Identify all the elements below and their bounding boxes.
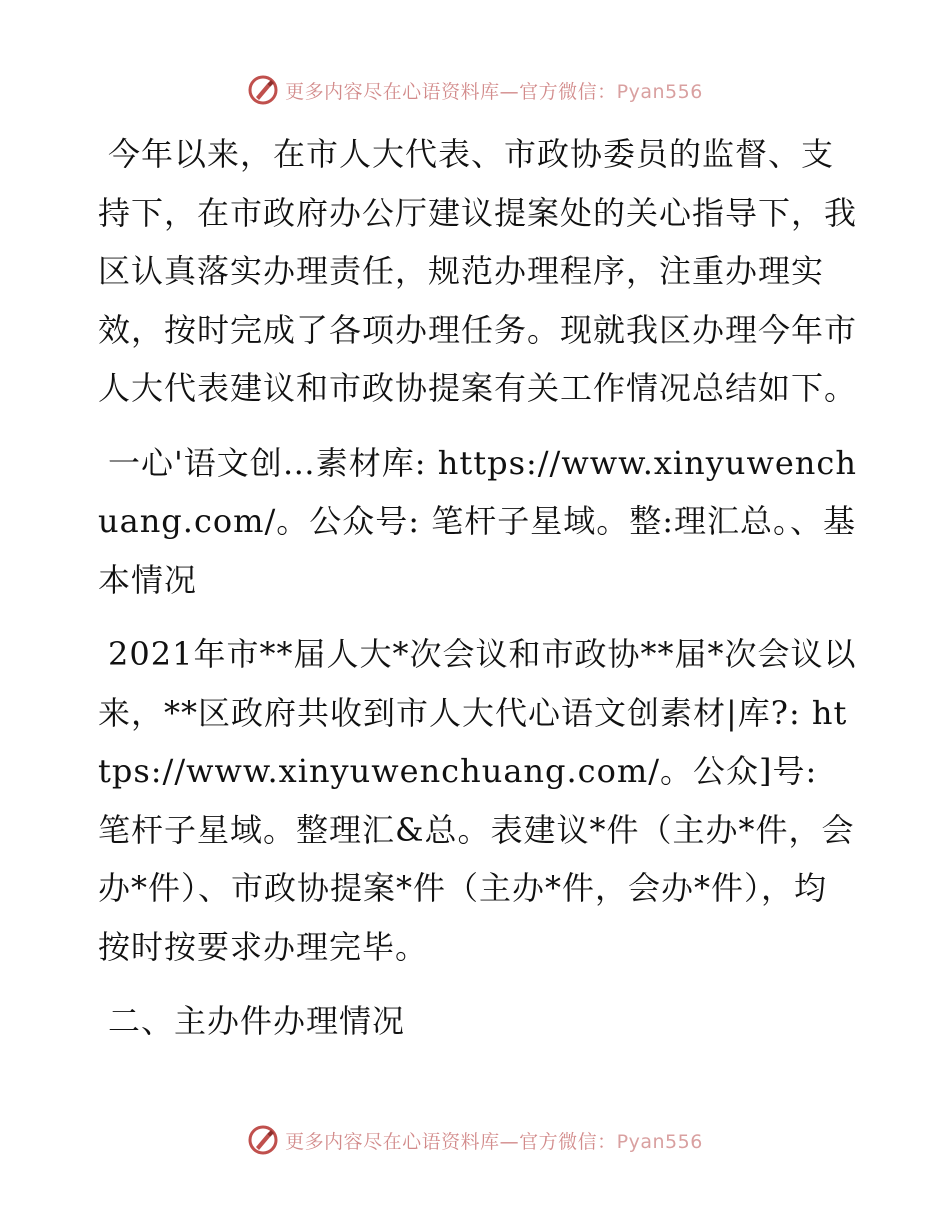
header-watermark [0,70,950,110]
watermark-text: 更多内容尽在心语资料库—官方微信：Pyan556 [285,1130,703,1153]
watermark-row [247,74,703,106]
basic-situation-paragraph: 2021年市**届人大*次会议和市政协**届*次会议以来，**区政府共收到市人大代心语文创素材|库?: https://www.xinyuwenchuang.com/。公众]号: 笔杆子星域。整理汇&总。表建议*件（主办*件，会办*件）、市政协提案*件（主办*件，会办*件），均按时按要求办理完毕。 [98,635,857,966]
watermark-row [247,1124,703,1156]
intro-paragraph: 今年以来，在市人大代表、市政协委员的监督、支持下，在市政府办公厅建议提案处的关心指导下，我区认真落实办理责任，规范办理程序，注重办理实效，按时完成了各项办理任务。现就我区办理今年市人大代表建议和市政协提案有关工作情况总结如下。 [98,135,858,407]
pen-logo-icon [247,74,279,106]
watermark-text: 更多内容尽在心语资料库—官方微信：Pyan556 [285,80,703,103]
section-main-heading: 二、主办件办理情况 [108,1002,406,1040]
wechat-handle: Pyan556 [616,80,703,103]
footer-watermark [0,1120,950,1160]
section-basic-heading: 一心'语文创…素材库: https://www.xinyuwenchuang.com/。公众号: 笔杆子星域。整:理汇总。、基本情况 [98,443,857,599]
pen-logo-icon [247,1124,279,1156]
wechat-handle: Pyan556 [616,1130,703,1153]
document-body [98,125,858,1067]
